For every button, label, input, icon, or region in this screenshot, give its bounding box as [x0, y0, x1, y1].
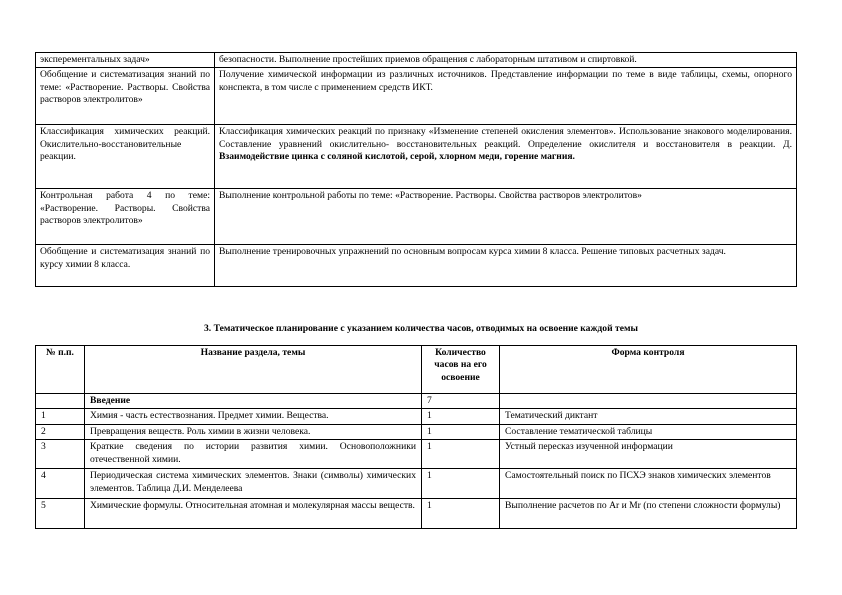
table-row: [36, 409, 797, 424]
col-header-name: Название раздела, темы: [85, 346, 422, 394]
activity-text: Классификация химических реакций по признаку «Изменение степеней окисления элементов». Использование знакового моделирования. Составление уравнений окислительно- восстановительных реакций. Определение окислителя и восстановителя в реакции. Д.: [219, 126, 792, 150]
table-row: [36, 68, 797, 125]
table-row: [36, 245, 797, 287]
row-hours: 7: [422, 394, 500, 409]
row-control: Устный пересказ изученной информации: [500, 440, 797, 469]
col-header-control: Форма контроля: [500, 346, 797, 394]
section-heading: 3. Тематическое планирование с указанием количества часов, отводимых на освоение каждой темы: [203, 323, 639, 334]
col-header-hours: Количество часов на его освоение: [422, 346, 500, 394]
row-name: Химические формулы. Относительная атомная и молекулярная массы веществ.: [85, 499, 422, 529]
row-name: Превращения веществ. Роль химии в жизни человека.: [85, 424, 422, 439]
activities-table: [35, 52, 797, 287]
topic-cell: эксперементальных задач»: [36, 53, 215, 68]
table-row: [36, 440, 797, 469]
row-control: Выполнение расчетов по Ar и Mr (по степени сложности формулы): [500, 499, 797, 529]
row-name: Химия - часть естествознания. Предмет химии. Вещества.: [85, 409, 422, 424]
table-row: [36, 189, 797, 245]
activity-cell: Получение химической информации из различных источников. Представление информации по теме в виде таблицы, схемы, опорного конспекта, в том числе с применением средств ИКТ.: [215, 68, 797, 125]
header-row: [36, 346, 797, 394]
row-name: Краткие сведения по истории развития химии. Основоположники отечественной химии.: [85, 440, 422, 469]
activity-demo-text: Взаимодействие цинка с соляной кислотой, серой, хлорном меди, горение магния.: [219, 151, 575, 163]
topic-cell: Обобщение и систематизация знаний по курсу химии 8 класса.: [36, 245, 215, 287]
topic-cell: Обобщение и систематизация знаний по теме: «Растворение. Растворы. Свойства растворов электролитов»: [36, 68, 215, 125]
row-control: Тематический диктант: [500, 409, 797, 424]
table-row: [36, 394, 797, 409]
topic-cell: Контрольная работа 4 по теме: «Растворение. Растворы. Свойства растворов электролитов»: [36, 189, 215, 245]
row-number: 2: [36, 424, 85, 439]
row-number: 5: [36, 499, 85, 529]
activity-cell: безопасности. Выполнение простейших приемов обращения с лабораторным штативом и спиртовкой.: [215, 53, 797, 68]
activity-cell: [215, 125, 797, 189]
row-number: 3: [36, 440, 85, 469]
row-hours: 1: [422, 409, 500, 424]
table-row: [36, 499, 797, 529]
row-name: Периодическая система химических элементов. Знаки (символы) химических элементов. Таблица Д.И. Менделеева: [85, 469, 422, 499]
row-hours: 1: [422, 440, 500, 469]
activity-cell: Выполнение контрольной работы по теме: «Растворение. Растворы. Свойства растворов электролитов»: [215, 189, 797, 245]
table-row: [36, 469, 797, 499]
row-name: Введение: [85, 394, 422, 409]
topic-cell: Классификация химических реакций. Окислительно-восстановительные реакции.: [36, 125, 215, 189]
row-control: Составление тематической таблицы: [500, 424, 797, 439]
thematic-plan-table: [35, 345, 797, 529]
activity-cell: Выполнение тренировочных упражнений по основным вопросам курса химии 8 класса. Решение типовых расчетных задач.: [215, 245, 797, 287]
row-number: 1: [36, 409, 85, 424]
table-row: [36, 53, 797, 68]
col-header-number: № п.п.: [36, 346, 85, 394]
table-row: [36, 125, 797, 189]
row-hours: 1: [422, 469, 500, 499]
row-hours: 1: [422, 424, 500, 439]
row-number: 4: [36, 469, 85, 499]
row-control: Самостоятельный поиск по ПСХЭ знаков химических элементов: [500, 469, 797, 499]
row-hours: 1: [422, 499, 500, 529]
row-number: [36, 394, 85, 409]
table-row: [36, 424, 797, 439]
row-control: [500, 394, 797, 409]
